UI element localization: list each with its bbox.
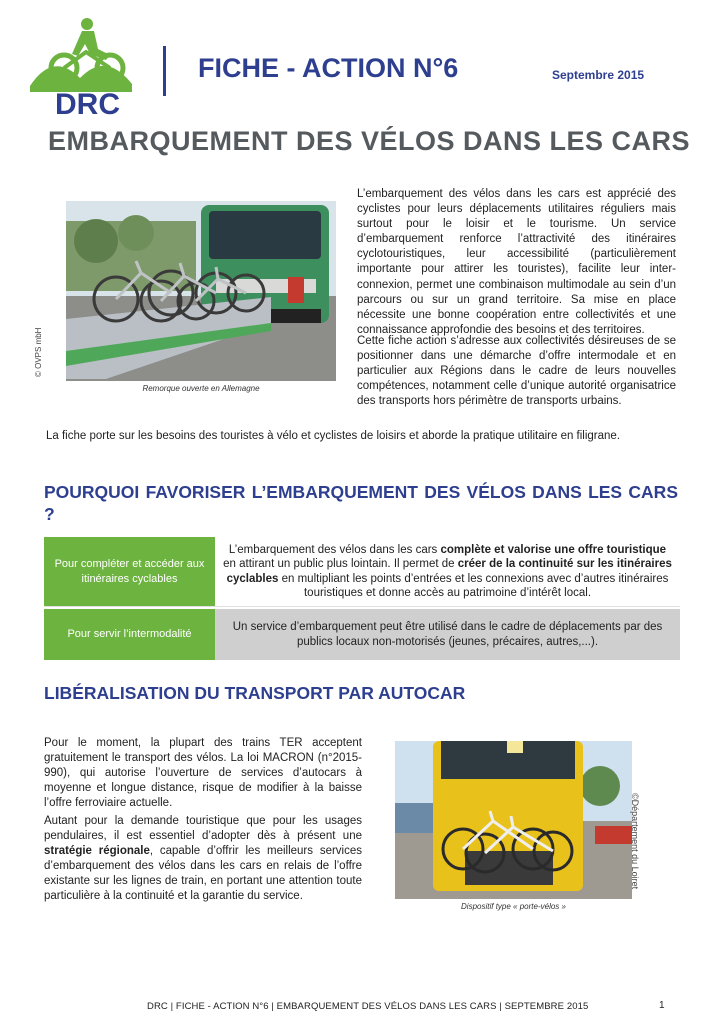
intro-paragraph-1: L’embarquement des vélos dans les cars est apprécié des cyclistes pour leurs déplacements utilitaires réguliers mais surtout pour le loisir et le tourisme. Un service d’embarquement renforce l’attractivité des itinéraires cyclotouristiques, leur accessibilité (particulièrement importante pour attirer les touristes), facilite leur inter-connexion, permet une combinaison multimodale au sein d’un parcours ou sur un grand territoire. Sa mise en place nécessite une bonne coopération entre collectivités et une connaissance approfondie des besoins et des territoires. (357, 188, 676, 336)
page-footer: DRC | FICHE - ACTION N°6 | EMBARQUEMENT DES VÉLOS DANS LES CARS | SEPTEMBRE 2015 (147, 1001, 589, 1012)
benefit-row-intermodality (44, 609, 680, 660)
photo2-caption: Dispositif type « porte-vélos » (461, 902, 566, 911)
fiche-title: FICHE - ACTION N°6 (198, 53, 459, 83)
section-title-liberalisation: LIBÉRALISATION DU TRANSPORT PAR AUTOCAR (44, 683, 466, 703)
section-title-why: POURQUOI FAVORISER L’EMBARQUEMENT DES VÉLOS DANS LES CARS ? (44, 482, 678, 524)
logo-text: DRC (55, 88, 120, 121)
photo2-credit: ©Département du Loiret (630, 793, 640, 890)
benefit-row-itineraries (44, 537, 680, 607)
benefit-value-text: L’embarquement des vélos dans les cars complète et valorise une offre touristique en attirant un public plus lointain. Il permet de créer de la continuité sur les itinéraires cyclables en multipliant les points d’entrées et les connexions avec d’autres itinéraires touristiques et donne accès au patrimoine d’intérêt local. (223, 543, 672, 599)
header-date: Septembre 2015 (552, 68, 645, 82)
benefit-value: Un service d’embarquement peut être utilisé dans le cadre de déplacements par des publics locaux non-motorisés (jeunes, précaires, autres,...). (215, 609, 680, 660)
bus-bike-rack-photo (395, 741, 632, 899)
photo1-caption: Remorque ouverte en Allemagne (142, 384, 260, 393)
photo1-credit: © OVPS mbH (34, 327, 43, 377)
bike-trailer-photo (66, 201, 336, 381)
header-divider (163, 46, 166, 96)
benefit-key: Pour servir l’intermodalité (44, 609, 215, 660)
scope-statement: La fiche porte sur les besoins des touristes à vélo et cyclistes de loisirs et aborde la pratique utilitaire en filigrane. (46, 430, 621, 442)
page-number: 1 (659, 1000, 665, 1011)
page-title: EMBARQUEMENT DES VÉLOS DANS LES CARS (48, 126, 691, 156)
benefit-value (215, 537, 680, 606)
liberalisation-paragraph-1: Pour le moment, la plupart des trains TER acceptent gratuitement le transport des vélos. La loi MACRON (n°2015-990), qui autorise l’ouverture de services d’autocars à moyenne et longue distance, risque de modifier à la baisse l’offre ferroviaire actuelle. (44, 737, 362, 810)
benefit-key: Pour compléter et accéder aux itinéraires cyclables (44, 537, 215, 606)
intro-paragraph-2: Cette fiche action s’adresse aux collectivités désireuses de se positionner dans une démarche d’offre intermodale et en particulier aux Régions dans le cadre de leurs nouvelles compétences, notamment celle d’unique autorité organisatrice des transports hors périmètre de transports urbains. (357, 335, 676, 408)
liberalisation-paragraph-2: Autant pour la demande touristique que pour les usages pendulaires, il est essentiel d’adopter dès à présent une stratégie régionale, capable d’offrir les meilleurs services d’embarquement des vélos dans les cars en relais de l’offre existante sur les lignes de train, en portant une attention toute particulière à la continuité et la garantie du service. (44, 815, 362, 903)
